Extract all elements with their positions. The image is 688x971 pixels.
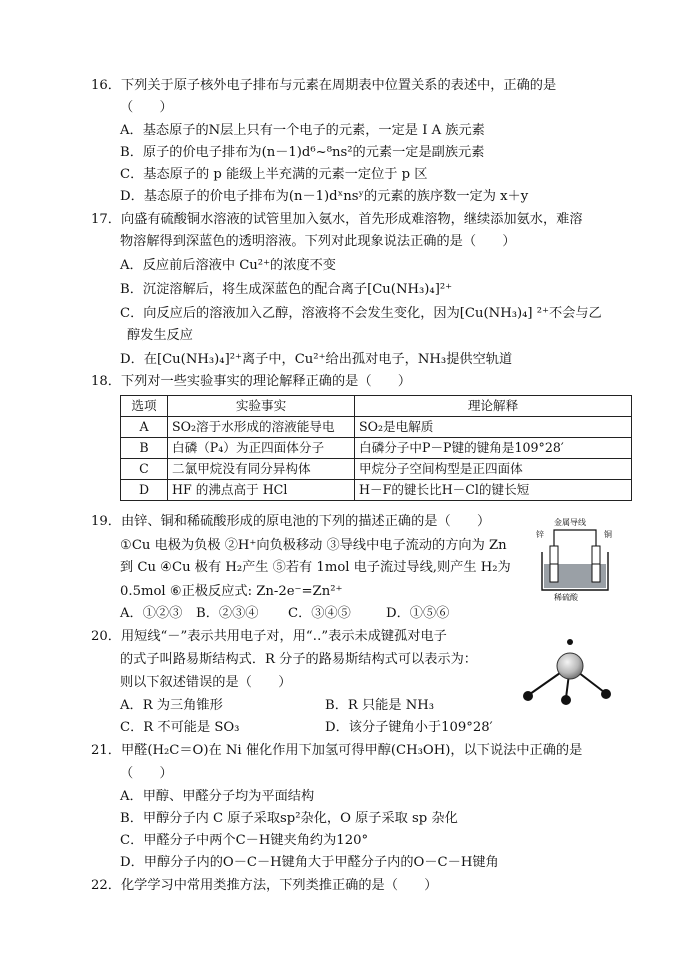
q21-option-b: B．甲醇分子内 C 原子采取sp²杂化，O 原子采取 sp 杂化 <box>120 811 458 826</box>
q20-option-c: C．R 不可能是 SO₃ <box>120 720 240 735</box>
q19-stem: 19．由锌、铜和稀硫酸形成的原电池的下列的描述正确的是（ ） <box>91 514 491 529</box>
q18-stem: 18．下列对一些实验事实的理论解释正确的是（ ） <box>91 374 412 389</box>
q16-blank: （ ） <box>120 100 173 115</box>
q19-option-b: B．②③④ <box>196 606 259 621</box>
q17-stem-line1: 17．向盛有硫酸铜水溶液的试管里加入氨水，首先形成难溶物，继续添加氨水，难溶 <box>91 212 583 227</box>
q21-stem: 21．甲醛(H₂C＝O)在 Ni 催化作用下加氢可得甲醇(CH₃OH)，以下说法中正确的是 <box>91 743 583 758</box>
table-cell: 白磷（P₄）为正四面体分子 <box>168 438 355 459</box>
q19-statement-line3: 0.5mol ⑥正极反应式: Zn-2e⁻=Zn²⁺ <box>120 584 343 599</box>
table-cell: H－F的键长比H－Cl的键长短 <box>355 480 632 501</box>
q20-options-row1 <box>120 696 434 716</box>
table-row <box>121 459 632 480</box>
table-row <box>121 480 632 501</box>
q20-stem-line3: 则以下叙述错误的是（ ） <box>120 675 292 690</box>
q17-option-c: C．向反应后的溶液加入乙醇，溶液将不会发生变化，因为[Cu(NH₃)₄] ²⁺不会与乙 <box>120 306 602 321</box>
q17-option-d: D．在[Cu(NH₃)₄]²⁺离子中，Cu²⁺给出孤对电子，NH₃提供空轨道 <box>120 352 513 367</box>
galvanic-cell-diagram <box>532 516 618 602</box>
q19-statement-line1: ①Cu 电极为负极 ②H⁺向负极移动 ③导线中电子流动的方向为 Zn <box>120 538 507 553</box>
table-cell: C <box>121 459 168 480</box>
q20-option-a: A．R 为三角锥形 <box>120 698 223 713</box>
zinc-label: 锌 <box>536 530 544 539</box>
q19-options <box>120 604 449 624</box>
table-cell: B <box>121 438 168 459</box>
q19-option-c: C．③④⑤ <box>288 606 351 621</box>
molecule-model-diagram <box>518 638 614 708</box>
table-cell: HF 的沸点高于 HCl <box>168 480 355 501</box>
q20-option-b: B．R 只能是 NH₃ <box>325 698 435 713</box>
outer-atom <box>561 695 571 705</box>
q22-stem: 22．化学学习中常用类推方法，下列类推正确的是（ ） <box>91 878 438 893</box>
outer-atom <box>523 691 533 701</box>
table-cell: 甲烷分子空间构型是正四面体 <box>355 459 632 480</box>
wire-label: 金属导线 <box>554 518 586 527</box>
table-cell: SO₂溶于水形成的溶液能导电 <box>168 417 355 438</box>
table-header-fact: 实验事实 <box>168 396 355 417</box>
table-cell: SO₂是电解质 <box>355 417 632 438</box>
q21-blank: （ ） <box>120 766 173 781</box>
table-header-explanation: 理论解释 <box>355 396 632 417</box>
acid-label: 稀硫酸 <box>554 593 578 602</box>
outer-atom <box>601 689 611 699</box>
q16-option-c: C．基态原子的 p 能级上半充满的元素一定位于 p 区 <box>120 167 428 182</box>
q20-options-row2 <box>120 718 493 738</box>
q16-stem: 16．下列关于原子核外电子排布与元素在周期表中位置关系的表述中，正确的是 <box>91 78 557 93</box>
lone-pair-dot <box>567 639 573 645</box>
q18-table <box>120 395 632 501</box>
q20-stem-line2: 的式子叫路易斯结构式．R 分子的路易斯结构式可以表示为： <box>120 652 477 667</box>
q16-option-b: B．原子的价电子排布为(n－1)d⁶~⁸ns²的元素一定是副族元素 <box>120 145 485 160</box>
q19-option-d: D．①⑤⑥ <box>386 606 450 621</box>
q20-option-d: D．该分子键角小于109°28′ <box>325 720 493 735</box>
q17-option-b: B．沉淀溶解后，将生成深蓝色的配合离子[Cu(NH₃)₄]²⁺ <box>120 282 453 297</box>
central-atom <box>557 653 583 679</box>
q20-stem-line1: 20．用短线“－”表示共用电子对，用“‥”表示未成键孤对电子 <box>91 629 447 644</box>
q16-option-d: D．基态原子的价电子排布为(n－1)dˣnsʸ的元素的族序数一定为 x＋y <box>120 189 529 204</box>
copper-label: 铜 <box>604 530 612 539</box>
table-cell: A <box>121 417 168 438</box>
q17-option-a: A．反应前后溶液中 Cu²⁺的浓度不变 <box>120 258 336 273</box>
wire-path <box>554 530 596 546</box>
table-row <box>121 438 632 459</box>
q21-option-c: C．甲醛分子中两个C－H键夹角约为120° <box>120 833 369 848</box>
q21-option-a: A．甲醇、甲醛分子均为平面结构 <box>120 789 315 804</box>
q17-stem-line2: 物溶解得到深蓝色的透明溶液。下列对此现象说法正确的是（ ） <box>120 234 516 249</box>
table-header-row <box>121 396 632 417</box>
q17-option-c-cont: 醇发生反应 <box>127 328 193 343</box>
table-cell: 白磷分子中P－P键的键角是109°28′ <box>355 438 632 459</box>
q19-option-a: A．①②③ <box>120 606 183 621</box>
q16-option-a: A．基态原子的N层上只有一个电子的元素，一定是 I A 族元素 <box>120 123 485 138</box>
table-row <box>121 417 632 438</box>
q21-option-d: D．甲醇分子内的O－C－H键角大于甲醛分子内的O－C－H键角 <box>120 855 499 870</box>
table-cell: 二氯甲烷没有同分异构体 <box>168 459 355 480</box>
table-header-option: 选项 <box>121 396 168 417</box>
table-cell: D <box>121 480 168 501</box>
q19-statement-line2: 到 Cu ④Cu 极有 H₂产生 ⑤若有 1mol 电子流过导线,则产生 H₂为 <box>120 560 511 575</box>
